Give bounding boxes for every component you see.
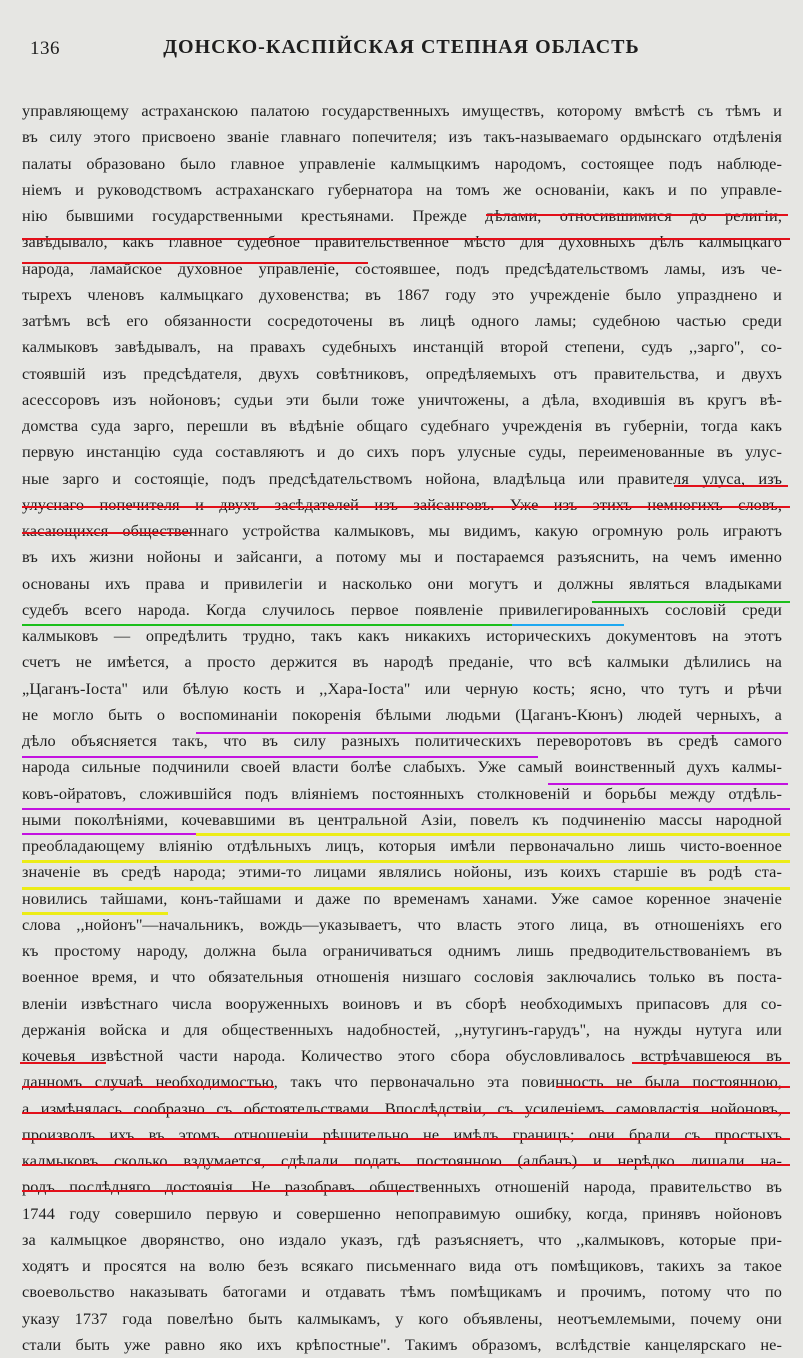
text-line: военное время, и что обязательныя отношенія низшаго сословія заключались только въ поста- xyxy=(22,967,782,987)
text-line: новились тайшами, конъ-тайшами и даже по временамъ ханами. Уже самое коренное значеніе xyxy=(22,888,782,908)
text-line: касающихся общественнаго устройства калмыковъ, мы видимъ, какую огромную роль играютъ xyxy=(22,521,782,540)
text-line: держанія войска и для общественныхъ надобностей, ,,нутугинъ-гарудъ'', на нужды нутуга или xyxy=(22,1019,782,1039)
text-line: народа, ламайское духовное управленіе, состоявшее, подъ предсѣдательствомъ ламы, изъ че- xyxy=(22,258,782,278)
text-line: произволъ ихъ въ этомъ отношеніи рѣшительно не имѣлъ границъ; они брали съ простыхъ xyxy=(22,1124,782,1144)
text-line: ніемъ и руководствомъ астраханскаго губернатора на томъ же основаніи, какъ и по управле- xyxy=(22,179,782,199)
text-line: въ силу этого присвоено званіе главнаго попечителя; изъ такъ-называемаго ордынскаго отдѣленія xyxy=(22,127,782,147)
text-line: въ ихъ жизни нойоны и зайсанги, а потому мы и постараемся разъяснить, на чемъ именно xyxy=(22,547,782,567)
text-line: слова ,,нойонъ''—начальникъ, вождь—указываетъ, что власть этого лица, въ отношеніяхъ его xyxy=(22,914,782,934)
text-line: своевольство наказывать батогами и отдавать тѣмъ помѣщикамъ и прочимъ, потому что по xyxy=(22,1282,782,1302)
text-line: кочевья извѣстной части народа. Количество этого сбора обусловливалось встрѣчавшеюся въ xyxy=(22,1046,782,1065)
text-line: судебъ всего народа. Когда случилось первое появленіе привилегированныхъ сословій среди xyxy=(22,599,782,619)
text-line: первую инстанцію суда составляютъ и до сихъ поръ улусные суды, переименованные въ улус- xyxy=(22,442,782,462)
running-title: ДОНСКО-КАСПІЙСКАЯ СТЕПНАЯ ОБЛАСТЬ xyxy=(163,36,640,58)
text-line: калмыковъ сколько вздумается, сдѣлали подать постоянною (албанъ) и нерѣдко лишали на- xyxy=(22,1151,782,1170)
text-line: значеніе въ средѣ народа; этими-то лицами являлись нойоны, изъ коихъ старшіе въ родѣ ста- xyxy=(22,862,782,882)
text-line: домства суда зарго, перешли въ вѣдѣніе общаго судебнаго учрежденія въ губерніи, тогда какъ xyxy=(22,416,782,435)
text-line: счетъ не имѣется, а просто держится въ народѣ преданіе, что всѣ калмыки дѣлились на xyxy=(22,652,782,672)
text-line: калмыковъ завѣдывалъ, на правахъ судебныхъ инстанцій второй степени, судъ ,,зарго'', со- xyxy=(22,337,782,357)
text-line: ковъ-ойратовъ, сложившійся подъ вліяніемъ постоянныхъ столкновеній и борьбы между отдѣль- xyxy=(22,783,782,803)
text-line: за калмыцкое дворянство, оно издало указъ, гдѣ разъясняетъ, что ,,калмыковъ, которые при- xyxy=(22,1229,782,1249)
body-text xyxy=(22,98,782,1358)
text-line: преобладающему вліянію отдѣльныхъ лицъ, которыя имѣли первоначально лишь чисто-военное xyxy=(22,836,782,855)
text-line: ные зарго и состоящіе, подъ предсѣдательствомъ нойона, владѣльца или правителя улуса, изъ xyxy=(22,468,782,488)
page-header xyxy=(0,36,803,64)
text-line: улуснаго попечителя и двухъ засѣдателей изъ зайсанговъ. Уже изъ этихъ немногихъ словъ, xyxy=(22,494,782,514)
text-line: калмыковъ — опредѣлить трудно, такъ какъ никакихъ историческихъ документовъ на этотъ xyxy=(22,626,782,645)
text-line: затѣмъ всѣ его обязанности сосредоточены въ лицѣ одного ламы; судебною частью среди xyxy=(22,311,782,330)
text-line: родъ послѣдняго достоянія. Не разобравъ общественныхъ отношеній народа, правительство въ xyxy=(22,1177,782,1197)
text-line: данномъ случаѣ необходимостью, такъ что первоначально эта повинность не была постоянною, xyxy=(22,1072,782,1092)
text-line: стали быть уже равно яко ихъ крѣпостные''. Такимъ образомъ, вслѣдствіе канцелярскаго не- xyxy=(22,1334,782,1354)
text-line: а измѣнялась сообразно съ обстоятельствами. Впослѣдствіи, съ усиленіемъ самовластія нойоновъ, xyxy=(22,1098,782,1118)
text-line: народа сильные подчинили своей власти болѣе слабыхъ. Уже самый воинственный духъ калмы- xyxy=(22,757,782,777)
text-line: основаны ихъ права и привилегіи и насколько они могутъ и должны являться владыками xyxy=(22,573,782,593)
text-line: палаты образовано было главное управленіе калмыцкимъ народомъ, состоящее подъ наблюде- xyxy=(22,153,782,173)
page-number: 136 xyxy=(30,38,60,59)
text-line: завѣдывало, какъ главное судебное правительственное мѣсто для духовныхъ дѣлъ калмыцкаго xyxy=(22,232,782,252)
text-line: ходятъ и просятся на волю безъ всякаго письменнаго вида отъ помѣщиковъ, такихъ за такое xyxy=(22,1256,782,1275)
text-line: дѣло объясняется такъ, что въ силу разныхъ политическихъ переворотовъ въ средѣ самого xyxy=(22,731,782,750)
text-line: указу 1737 года повелѣно быть калмыкамъ, у кого объявлены, неотъемлемыми, почему они xyxy=(22,1308,782,1328)
text-line: асессоровъ изъ нойоновъ; судьи эти были тоже уничтожены, а дѣла, входившія въ кругъ вѣ- xyxy=(22,389,782,409)
text-line: ными поколѣніями, кочевавшими въ центральной Азіи, повелъ къ подчиненію массы народной xyxy=(22,809,782,829)
text-line: стоявшій изъ предсѣдателя, двухъ совѣтниковъ, опредѣляемыхъ отъ правительства, и двухъ xyxy=(22,363,782,383)
text-line: нію бывшими государственными крестьянами. Прежде дѣлами, относившимися до религіи, xyxy=(22,206,782,225)
text-line: тырехъ членовъ калмыцкаго духовенства; въ 1867 году это учрежденіе было упразднено и xyxy=(22,284,782,304)
text-line: управляющему астраханскою палатою государственныхъ имуществъ, которому вмѣстѣ съ тѣмъ и xyxy=(22,101,782,120)
text-line: „Цаганъ-Іоста'' или бѣлую кость и ,,Хара-Іоста'' или черную кость; ясно, что тутъ и рѣчи xyxy=(22,678,782,698)
text-line: вленіи извѣстнаго числа вооруженныхъ воиновъ и въ сборѣ необходимыхъ припасовъ для со- xyxy=(22,993,782,1013)
text-line: не могло быть о воспоминаніи покоренія бѣлыми людьми (Цаганъ-Кюнъ) людей черныхъ, а xyxy=(22,704,782,724)
text-line: къ простому народу, должна была ограничиваться однимъ лишь предводительствованіемъ въ xyxy=(22,941,782,960)
text-line: 1744 году совершило первую и совершенно непоправимую ошибку, когда, принявъ нойоновъ xyxy=(22,1203,782,1223)
